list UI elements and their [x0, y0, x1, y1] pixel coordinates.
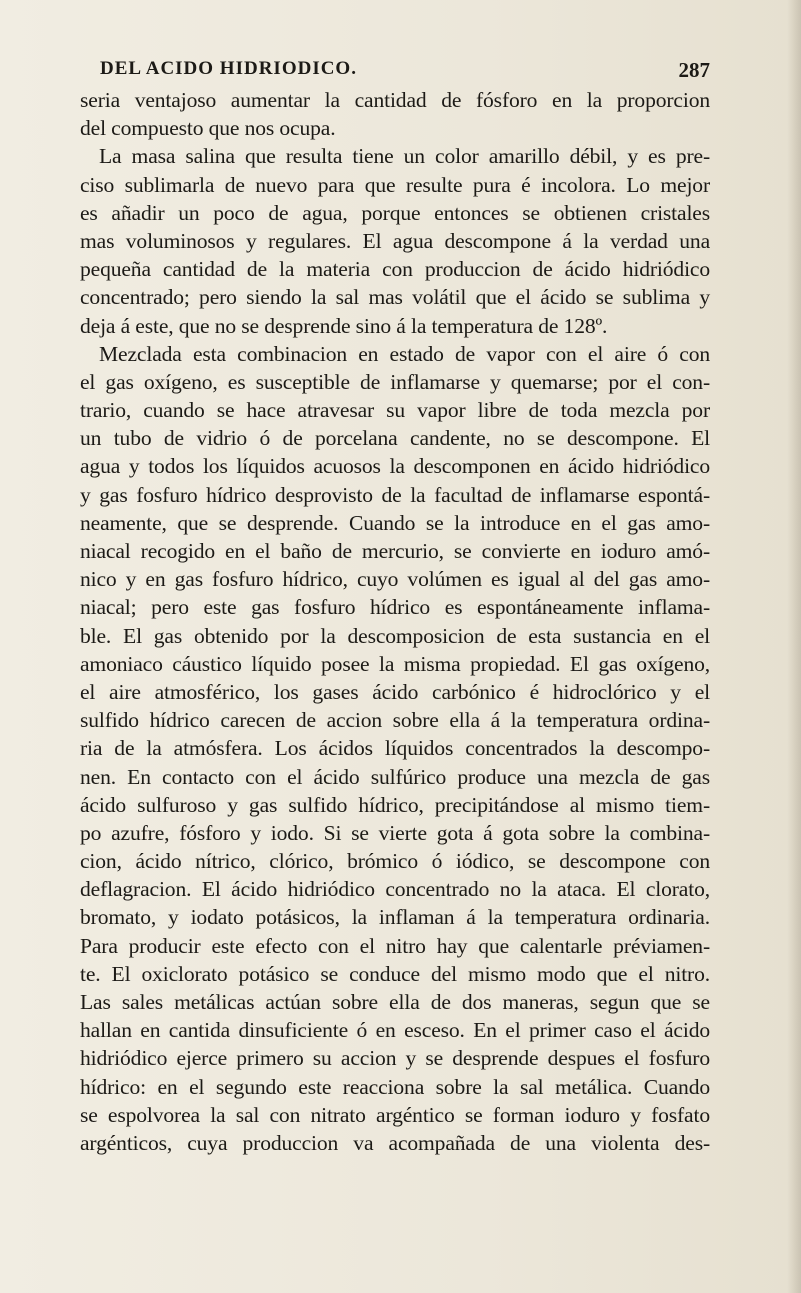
text-line: ácido sulfuroso y gas sulfido hídrico, precipitándose al mismo tiem- — [80, 792, 710, 817]
text-line: ble. El gas obtenido por la descomposicion de esta sustancia en el — [80, 623, 710, 648]
text-line: po azufre, fósforo y iodo. Si se vierte gota á gota sobre la combina- — [80, 820, 710, 845]
text-line: sulfido hídrico carecen de accion sobre ella á la temperatura ordina- — [80, 708, 710, 733]
text-line: del compuesto que nos ocupa. — [80, 116, 336, 141]
text-line: niacal; pero este gas fosfuro hídrico es espontáneamente inflama- — [80, 595, 710, 620]
text-line: hallan en cantida dinsuficiente ó en esceso. En el primer caso el ácido — [80, 1018, 710, 1043]
text-line: argénticos, cuya produccion va acompañada de una violenta des- — [80, 1130, 710, 1155]
running-head: DEL ACIDO HIDRIODICO. — [100, 58, 357, 79]
text-line: hídrico: en el segundo este reacciona sobre la sal metálica. Cuando — [80, 1074, 710, 1099]
text-line: niacal recogido en el baño de mercurio, se convierte en ioduro amó- — [80, 539, 710, 563]
text-line: trario, cuando se hace atravesar su vapor libre de toda mezcla por — [80, 398, 710, 423]
text-line: ria de la atmósfera. Los ácidos líquidos concentrados la descompo- — [80, 736, 710, 761]
text-line: agua y todos los líquidos acuosos la descomponen en ácido hidriódico — [80, 454, 710, 479]
text-line: Mezclada esta combinacion en estado de vapor con el aire ó con — [99, 341, 710, 366]
text-line: Las sales metálicas actúan sobre ella de dos maneras, segun que se — [80, 990, 710, 1014]
page-header — [80, 58, 710, 84]
text-line: seria ventajoso aumentar la cantidad de fósforo en la proporcion — [80, 88, 710, 112]
text-line: cion, ácido nítrico, clórico, brómico ó iódico, se descompone con — [80, 849, 710, 874]
body-text — [80, 86, 710, 1157]
text-line: neamente, que se desprende. Cuando se la introduce en el gas amo- — [80, 510, 710, 535]
text-line: y gas fosfuro hídrico desprovisto de la facultad de inflamarse espontá- — [80, 482, 710, 507]
text-line: deja á este, que no se desprende sino á la temperatura de 128º. — [80, 313, 608, 338]
text-line: es añadir un poco de agua, porque entonces se obtienen cristales — [80, 200, 710, 225]
text-line: nen. En contacto con el ácido sulfúrico produce una mezcla de gas — [80, 764, 710, 789]
text-line: bromato, y iodato potásicos, la inflaman á la temperatura ordinaria. — [80, 905, 710, 930]
text-line: nico y en gas fosfuro hídrico, cuyo volúmen es igual al del gas amo- — [80, 567, 710, 592]
text-line: el gas oxígeno, es susceptible de inflamarse y quemarse; por el con- — [80, 369, 710, 394]
page-edge-shadow — [787, 0, 801, 1293]
text-line: ciso sublimarla de nuevo para que resulte pura é incolora. Lo mejor — [80, 172, 710, 197]
text-line: amoniaco cáustico líquido posee la misma propiedad. El gas oxígeno, — [80, 651, 710, 676]
text-line: pequeña cantidad de la materia con produccion de ácido hidriódico — [80, 257, 710, 282]
text-line: el aire atmosférico, los gases ácido carbónico é hidroclórico y el — [80, 679, 710, 704]
page-number: 287 — [678, 58, 710, 82]
text-line: deflagracion. El ácido hidriódico concentrado no la ataca. El clorato, — [80, 877, 710, 902]
text-line: hidriódico ejerce primero su accion y se desprende despues el fosfuro — [80, 1046, 710, 1071]
text-line: Para producir este efecto con el nitro hay que calentarle préviamen- — [80, 933, 710, 958]
text-line: mas voluminosos y regulares. El agua descompone á la verdad una — [80, 228, 710, 253]
text-line: concentrado; pero siendo la sal mas volátil que el ácido se sublima y — [80, 285, 710, 310]
text-line: se espolvorea la sal con nitrato argéntico se forman ioduro y fosfato — [80, 1102, 710, 1127]
text-line: te. El oxiclorato potásico se conduce del mismo modo que el nitro. — [80, 961, 710, 986]
text-line: La masa salina que resulta tiene un color amarillo débil, y es pre- — [99, 144, 710, 169]
text-line: un tubo de vidrio ó de porcelana candente, no se descompone. El — [80, 426, 710, 451]
